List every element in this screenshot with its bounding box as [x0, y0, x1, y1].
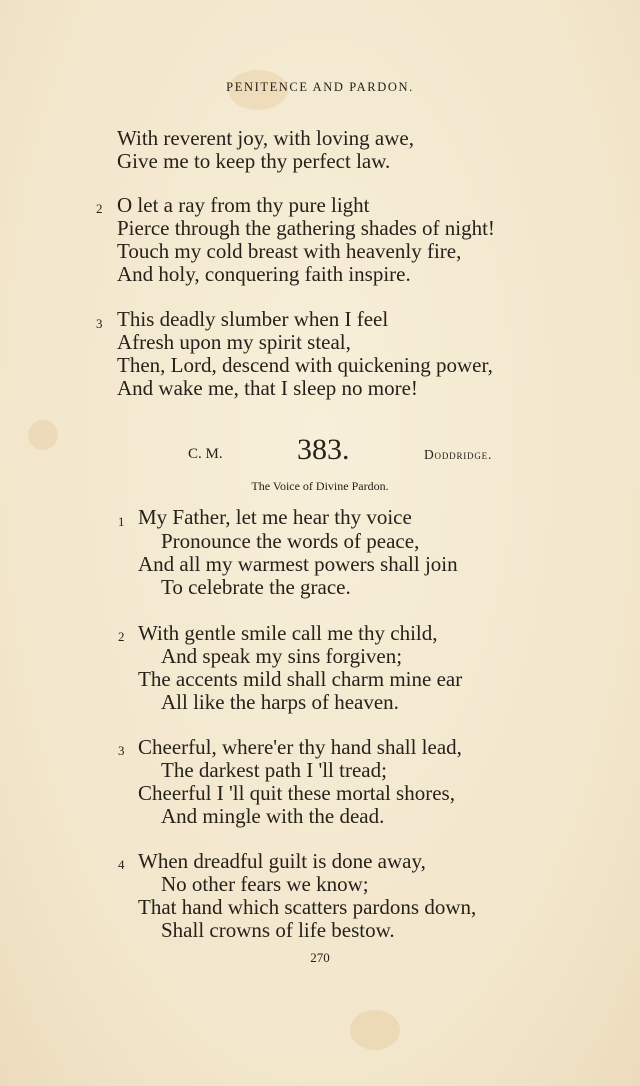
verse-line: This deadly slumber when I feel [117, 307, 389, 331]
stanza-number: 2 [96, 201, 103, 216]
paper-stain [28, 420, 58, 450]
verse-line: When dreadful guilt is done away, [138, 849, 426, 873]
verse-line: To celebrate the grace. [161, 575, 351, 599]
verse-line: With reverent joy, with loving awe, [117, 126, 414, 150]
verse-line: Cheerful I 'll quit these mortal shores, [138, 781, 455, 805]
stanza-number: 3 [118, 743, 125, 758]
verse-line: O let a ray from thy pure light [117, 193, 370, 217]
verse-line: Afresh upon my spirit steal, [117, 330, 351, 354]
verse-line: Touch my cold breast with heavenly fire, [117, 239, 462, 263]
page-number: 270 [310, 950, 330, 965]
verse-line: Give me to keep thy perfect law. [117, 149, 391, 173]
verse-line: And mingle with the dead. [161, 804, 385, 828]
verse-line: That hand which scatters pardons down, [138, 895, 477, 919]
verse-line: And holy, conquering faith inspire. [117, 262, 411, 286]
verse-line: The accents mild shall charm mine ear [138, 667, 463, 691]
verse-line: Cheerful, where'er thy hand shall lead, [138, 735, 462, 759]
verse-line: All like the harps of heaven. [161, 690, 399, 714]
hymn-number: 383. [297, 433, 350, 466]
stanza-number: 4 [118, 857, 125, 872]
verse-line: My Father, let me hear thy voice [138, 505, 412, 529]
verse-line: Pronounce the words of peace, [161, 529, 420, 553]
hymn-author: Doddridge. [424, 447, 493, 462]
verse-line: And speak my sins forgiven; [161, 644, 403, 668]
running-header: PENITENCE AND PARDON. [226, 80, 414, 94]
paper-stain [350, 1010, 400, 1050]
verse-line: And all my warmest powers shall join [138, 552, 458, 576]
verse-line: The darkest path I 'll tread; [161, 758, 387, 782]
hymn-meter: C. M. [188, 446, 223, 462]
stanza-number: 2 [118, 629, 125, 644]
verse-line: Shall crowns of life bestow. [161, 918, 395, 942]
stanza-number: 1 [118, 514, 125, 529]
verse-line: No other fears we know; [161, 872, 369, 896]
stanza-number: 3 [96, 316, 103, 331]
verse-line: Pierce through the gathering shades of night! [117, 216, 495, 240]
verse-line: And wake me, that I sleep no more! [117, 376, 418, 400]
verse-line: Then, Lord, descend with quickening power, [117, 353, 493, 377]
verse-line: With gentle smile call me thy child, [138, 621, 438, 645]
hymn-title: The Voice of Divine Pardon. [251, 479, 389, 493]
